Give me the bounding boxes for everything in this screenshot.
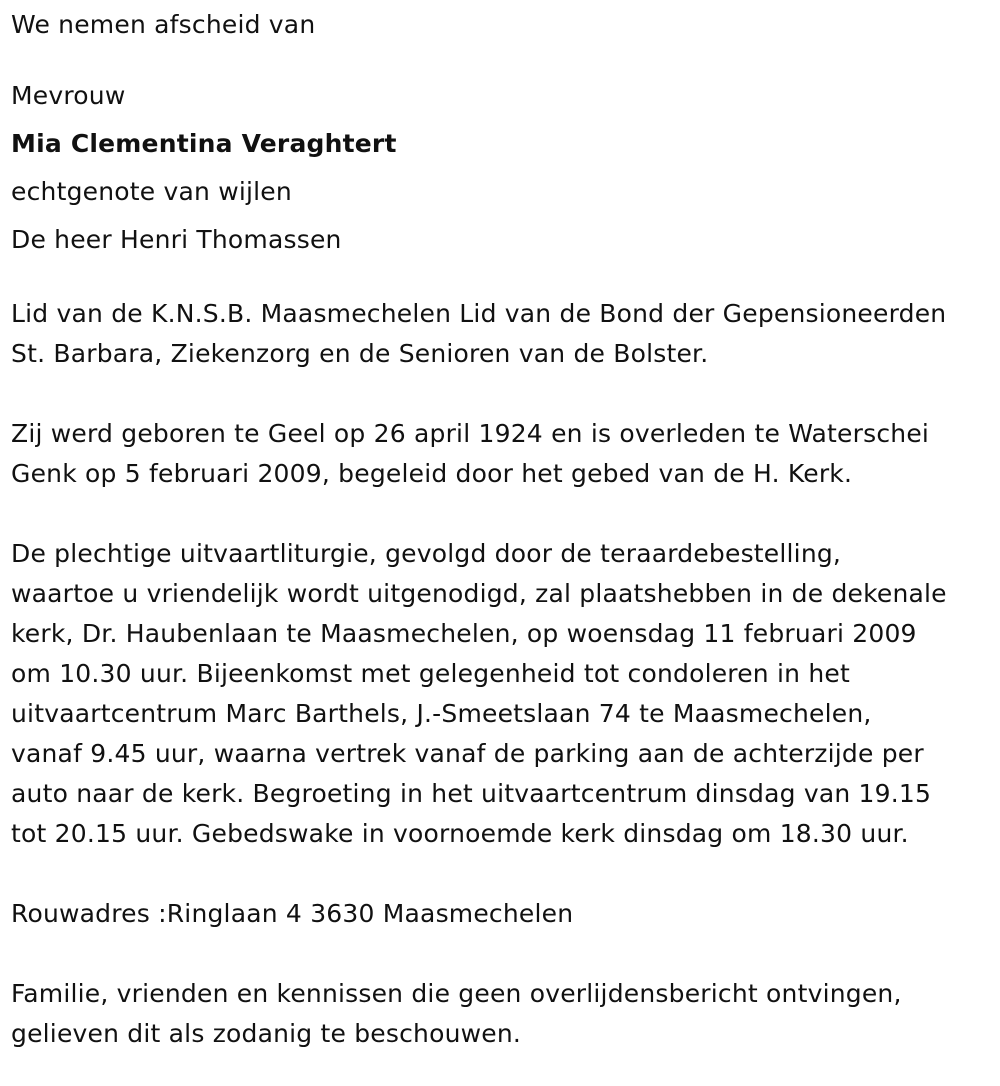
paragraph-line: gelieven dit als zodanig te beschouwen. (11, 1019, 522, 1048)
relation-text: echtgenote van wijlen (11, 177, 292, 206)
title-text: Mevrouw (11, 81, 126, 110)
funeral-paragraph (11, 534, 991, 854)
paragraph-line: vanaf 9.45 uur, waarna vertrek vanaf de parking aan de achterzijde per (11, 739, 924, 768)
paragraph-line: Zij werd geboren te Geel op 26 april 1924 en is overleden te Waterschei (11, 419, 930, 448)
address-paragraph (11, 894, 991, 934)
membership-paragraph (11, 294, 991, 374)
paragraph-line: om 10.30 uur. Bijeenkomst met gelegenheid tot condoleren in het (11, 659, 850, 688)
paragraph-line: waartoe u vriendelijk wordt uitgenodigd, zal plaatshebben in de dekenale (11, 579, 947, 608)
paragraph-line: tot 20.15 uur. Gebedswake in voornoemde kerk dinsdag om 18.30 uur. (11, 819, 909, 848)
paragraph-line: Lid van de K.N.S.B. Maasmechelen Lid van de Bond der Gepensioneerden (11, 299, 947, 328)
paragraph-line: Genk op 5 februari 2009, begeleid door het gebed van de H. Kerk. (11, 459, 853, 488)
paragraph-line: auto naar de kerk. Begroeting in het uitvaartcentrum dinsdag van 19.15 (11, 779, 932, 808)
paragraph-line: De plechtige uitvaartliturgie, gevolgd door de teraardebestelling, (11, 539, 842, 568)
closing-paragraph (11, 974, 991, 1054)
deceased-name: Mia Clementina Veraghtert (11, 129, 397, 158)
obituary-notice (11, 8, 991, 1054)
intro-text: We nemen afscheid van (11, 10, 316, 39)
paragraph-line: Familie, vrienden en kennissen die geen overlijdensbericht ontvingen, (11, 979, 902, 1008)
spouse-name: De heer Henri Thomassen (11, 225, 342, 254)
paragraph-line: kerk, Dr. Haubenlaan te Maasmechelen, op woensdag 11 februari 2009 (11, 619, 917, 648)
paragraph-line: uitvaartcentrum Marc Barthels, J.-Smeetslaan 74 te Maasmechelen, (11, 699, 872, 728)
birth-death-paragraph (11, 414, 991, 494)
deceased-block (11, 72, 991, 264)
mourning-address: Rouwadres :Ringlaan 4 3630 Maasmechelen (11, 899, 574, 928)
paragraph-line: St. Barbara, Ziekenzorg en de Senioren van de Bolster. (11, 339, 709, 368)
